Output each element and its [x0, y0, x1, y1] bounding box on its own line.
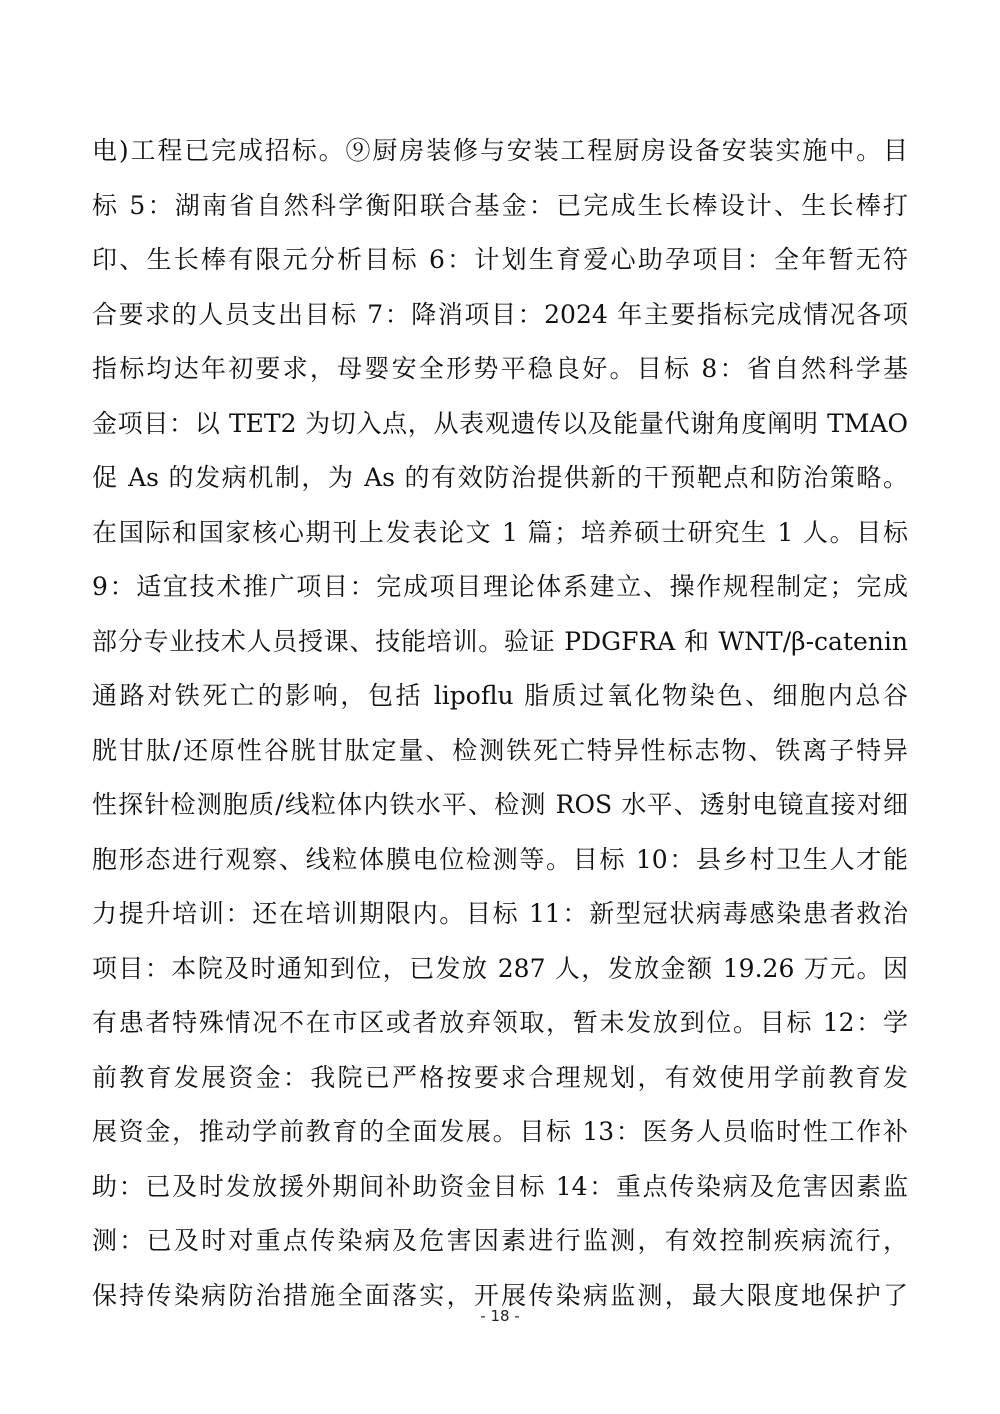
text-line: 在国际和国家核心期刊上发表论文 1 篇；培养硕士研究生 1 人。目标: [92, 517, 908, 547]
text-line: 胞形态进行观察、线粒体膜电位检测等。目标 10：县乡村卫生人才能: [92, 844, 908, 874]
text-line: 9：适宜技术推广项目：完成项目理论体系建立、操作规程制定；完成: [92, 572, 908, 601]
text-line: 电)工程已完成招标。⑨厨房装修与安装工程厨房设备安装实施中。目: [92, 136, 908, 165]
text-line: 胱甘肽/还原性谷胱甘肽定量、检测铁死亡特异性标志物、铁离子特异: [92, 735, 908, 765]
text-line: 指标均达年初要求，母婴安全形势平稳良好。目标 8：省自然科学基: [92, 354, 908, 383]
text-line: 印、生长棒有限元分析目标 6：计划生育爱心助孕项目：全年暂无符: [92, 245, 908, 274]
page-number: - 18 -: [480, 1307, 520, 1325]
body-text: [92, 124, 908, 1323]
text-line: 测：已及时对重点传染病及危害因素进行监测，有效控制疾病流行，: [92, 1226, 908, 1255]
text-line: 性探针检测胞质/线粒体内铁水平、检测 ROS 水平、透射电镜直接对细: [92, 790, 908, 819]
text-line: 标 5：湖南省自然科学衡阳联合基金：已完成生长棒设计、生长棒打: [92, 190, 908, 220]
text-line: 助：已及时发放援外期间补助资金目标 14：重点传染病及危害因素监: [92, 1171, 908, 1201]
text-line: 金项目：以 TET2 为切入点，从表观遗传以及能量代谢角度阐明 TMAO: [92, 408, 908, 438]
text-line: 合要求的人员支出目标 7：降消项目：2024 年主要指标完成情况各项: [92, 299, 908, 329]
text-line: 展资金，推动学前教育的全面发展。目标 13：医务人员临时性工作补: [92, 1117, 908, 1146]
text-line: 力提升培训：还在培训期限内。目标 11：新型冠状病毒感染患者救治: [92, 899, 908, 928]
text-line: 有患者特殊情况不在市区或者放弃领取，暂未发放到位。目标 12：学: [92, 1008, 908, 1037]
text-line: 前教育发展资金：我院已严格按要求合理规划，有效使用学前教育发: [92, 1062, 908, 1092]
text-line: 促 As 的发病机制，为 As 的有效防治提供新的干预靶点和防治策略。: [92, 463, 908, 492]
text-line: 部分专业技术人员授课、技能培训。验证 PDGFRA 和 WNT/β-catenin: [92, 626, 908, 656]
text-line: 保持传染病防治措施全面落实，开展传染病监测，最大限度地保护了: [92, 1280, 908, 1310]
text-line: 项目：本院及时通知到位，已发放 287 人，发放金额 19.26 万元。因: [92, 953, 908, 983]
text-line: 通路对铁死亡的影响，包括 lipoflu 脂质过氧化物染色、细胞内总谷: [92, 681, 908, 710]
